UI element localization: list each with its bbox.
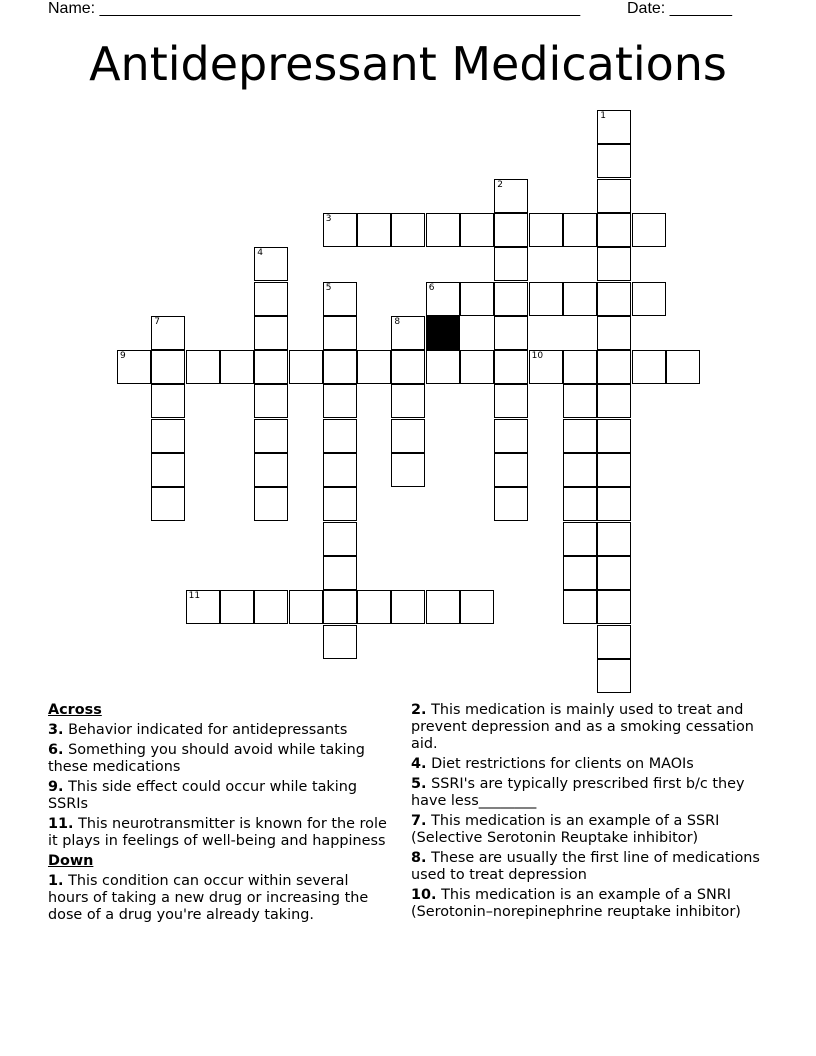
down-clue-10	[411, 887, 771, 921]
crossword-cell[interactable]	[597, 625, 631, 659]
across-clue-9	[48, 779, 393, 813]
crossword-cell[interactable]	[426, 282, 460, 316]
crossword-cell[interactable]	[254, 350, 288, 384]
crossword-cell[interactable]	[323, 522, 357, 556]
clues-column-right	[411, 702, 771, 924]
crossword-cell[interactable]	[563, 282, 597, 316]
clue-number: 3.	[48, 722, 64, 738]
crossword-cell[interactable]	[391, 590, 425, 624]
clue-text: Diet restrictions for clients on MAOIs	[431, 756, 694, 772]
crossword-cell[interactable]	[151, 350, 185, 384]
crossword-cell[interactable]	[323, 282, 357, 316]
crossword-cell[interactable]	[494, 419, 528, 453]
clue-number-label: 8	[394, 316, 401, 327]
crossword-cell[interactable]	[117, 350, 151, 384]
crossword-cell[interactable]	[563, 350, 597, 384]
clue-number-label: 5	[325, 282, 332, 293]
crossword-cell[interactable]	[357, 350, 391, 384]
crossword-cell[interactable]	[254, 487, 288, 521]
clue-number: 2.	[411, 702, 427, 718]
crossword-cell[interactable]	[323, 487, 357, 521]
clue-number-label: 7	[154, 316, 161, 327]
crossword-block	[426, 316, 460, 350]
crossword-cell[interactable]	[597, 487, 631, 521]
down-clue-4	[411, 756, 771, 773]
down-heading: Down	[48, 853, 94, 869]
crossword-cell[interactable]	[254, 590, 288, 624]
crossword-cell[interactable]	[323, 384, 357, 418]
crossword-cell[interactable]	[597, 556, 631, 590]
clue-text: SSRI's are typically prescribed first b/c they have less________	[411, 776, 745, 809]
crossword-cell[interactable]	[597, 659, 631, 693]
crossword-cell[interactable]	[426, 213, 460, 247]
across-clue-6	[48, 742, 393, 776]
clue-number: 6.	[48, 742, 64, 758]
clue-number-label: 2	[497, 179, 504, 190]
crossword-cell[interactable]	[254, 247, 288, 281]
crossword-cell[interactable]	[597, 144, 631, 178]
crossword-cell[interactable]	[391, 350, 425, 384]
crossword-cell[interactable]	[323, 419, 357, 453]
crossword-cell[interactable]	[597, 247, 631, 281]
clue-number-label: 11	[188, 591, 201, 602]
crossword-cell[interactable]	[597, 384, 631, 418]
crossword-cell[interactable]	[391, 419, 425, 453]
crossword-cell[interactable]	[494, 316, 528, 350]
crossword-cell[interactable]	[151, 419, 185, 453]
crossword-cell[interactable]	[391, 316, 425, 350]
crossword-cell[interactable]	[254, 453, 288, 487]
crossword-cell[interactable]	[323, 625, 357, 659]
down-clue-2	[411, 702, 771, 753]
crossword-cell[interactable]	[494, 453, 528, 487]
crossword-cell[interactable]	[666, 350, 700, 384]
crossword-cell[interactable]	[597, 522, 631, 556]
crossword-cell[interactable]	[289, 350, 323, 384]
crossword-cell[interactable]	[597, 590, 631, 624]
crossword-cell[interactable]	[563, 556, 597, 590]
clue-number-label: 9	[120, 351, 126, 362]
date-field: Date: _______	[627, 0, 732, 17]
crossword-cell[interactable]	[151, 487, 185, 521]
crossword-cell[interactable]	[323, 453, 357, 487]
clue-number-label: 4	[257, 248, 263, 259]
crossword-cell[interactable]	[529, 213, 563, 247]
page-title: Antidepressant Medications	[89, 37, 727, 91]
clue-text: Behavior indicated for antidepressants	[68, 722, 348, 738]
crossword-cell[interactable]	[151, 453, 185, 487]
crossword-cell[interactable]	[460, 590, 494, 624]
crossword-cell[interactable]	[391, 453, 425, 487]
crossword-cell[interactable]	[494, 247, 528, 281]
clue-number: 9.	[48, 779, 64, 795]
crossword-cell[interactable]	[254, 316, 288, 350]
clue-text: This medication is an example of a SSRI (Selective Serotonin Reuptake inhibitor)	[411, 813, 720, 846]
clue-number: 7.	[411, 813, 427, 829]
crossword-cell[interactable]	[597, 110, 631, 144]
crossword-cell[interactable]	[151, 384, 185, 418]
crossword-cell[interactable]	[632, 282, 666, 316]
crossword-cell[interactable]	[529, 282, 563, 316]
crossword-cell[interactable]	[460, 213, 494, 247]
crossword-cell[interactable]	[563, 213, 597, 247]
crossword-cell[interactable]	[494, 487, 528, 521]
crossword-cell[interactable]	[391, 384, 425, 418]
crossword-cell[interactable]	[597, 453, 631, 487]
crossword-cell[interactable]	[494, 384, 528, 418]
clue-number-label: 1	[600, 111, 606, 121]
crossword-cell[interactable]	[494, 213, 528, 247]
crossword-cell[interactable]	[597, 316, 631, 350]
across-clue-11	[48, 816, 393, 850]
crossword-cell[interactable]	[597, 282, 631, 316]
crossword-cell[interactable]	[391, 213, 425, 247]
crossword-cell[interactable]	[151, 316, 185, 350]
crossword-cell[interactable]	[597, 350, 631, 384]
clue-text: This condition can occur within several hours of taking a new drug or increasing the dose of a drug you're already taking.	[48, 873, 369, 923]
crossword-cell[interactable]	[494, 350, 528, 384]
crossword-cell[interactable]	[254, 282, 288, 316]
clue-text: This medication is mainly used to treat and prevent depression and as a smoking cessation aid.	[411, 702, 754, 752]
crossword-cell[interactable]	[460, 350, 494, 384]
crossword-cell[interactable]	[323, 556, 357, 590]
crossword-cell[interactable]	[220, 590, 254, 624]
crossword-cell[interactable]	[494, 282, 528, 316]
clue-number: 10.	[411, 887, 437, 903]
crossword-cell[interactable]	[357, 213, 391, 247]
clue-text: These are usually the first line of medications used to treat depression	[411, 850, 760, 883]
across-clue-3	[48, 722, 393, 739]
clue-number: 4.	[411, 756, 427, 772]
crossword-cell[interactable]	[597, 179, 631, 213]
crossword-cell[interactable]	[563, 487, 597, 521]
clue-number-label: 6	[428, 282, 435, 293]
crossword-cell[interactable]	[494, 179, 528, 213]
crossword-cell[interactable]	[563, 384, 597, 418]
clues-column-left	[48, 702, 393, 927]
crossword-cell[interactable]	[563, 453, 597, 487]
clue-number: 8.	[411, 850, 427, 866]
crossword-cell[interactable]	[323, 350, 357, 384]
clue-number: 5.	[411, 776, 427, 792]
down-clue-8	[411, 850, 771, 884]
clue-text: This neurotransmitter is known for the role it plays in feelings of well-being and happiness	[48, 816, 387, 849]
clue-number-label: 10	[531, 351, 544, 362]
crossword-cell[interactable]	[289, 590, 323, 624]
crossword-cell[interactable]	[220, 350, 254, 384]
crossword-cell[interactable]	[597, 213, 631, 247]
clue-text: This side effect could occur while taking SSRIs	[48, 779, 357, 812]
crossword-cell[interactable]	[323, 590, 357, 624]
crossword-cell[interactable]	[563, 419, 597, 453]
crossword-cell[interactable]	[597, 419, 631, 453]
crossword-cell[interactable]	[426, 590, 460, 624]
clue-number-label: 3	[325, 213, 332, 224]
crossword-cell[interactable]	[426, 350, 460, 384]
crossword-cell[interactable]	[563, 522, 597, 556]
crossword-cell[interactable]	[460, 282, 494, 316]
crossword-cell[interactable]	[323, 213, 357, 247]
crossword-cell[interactable]	[254, 384, 288, 418]
crossword-cell[interactable]	[186, 350, 220, 384]
down-clue-7	[411, 813, 771, 847]
crossword-cell[interactable]	[186, 590, 220, 624]
down-clue-5	[411, 776, 771, 810]
clue-number: 11.	[48, 816, 74, 832]
clue-text: Something you should avoid while taking these medications	[48, 742, 365, 775]
down-clue-1	[48, 873, 393, 924]
crossword-cell[interactable]	[357, 590, 391, 624]
crossword-cell[interactable]	[632, 213, 666, 247]
across-heading: Across	[48, 702, 102, 718]
crossword-cell[interactable]	[563, 590, 597, 624]
crossword-cell[interactable]	[254, 419, 288, 453]
clue-text: This medication is an example of a SNRI (Serotonin–norepinephrine reuptake inhibitor)	[411, 887, 741, 920]
clue-number: 1.	[48, 873, 64, 889]
name-field: Name: ______________________________________________________	[48, 0, 581, 17]
crossword-cell[interactable]	[529, 350, 563, 384]
crossword-cell[interactable]	[632, 350, 666, 384]
crossword-cell[interactable]	[323, 316, 357, 350]
